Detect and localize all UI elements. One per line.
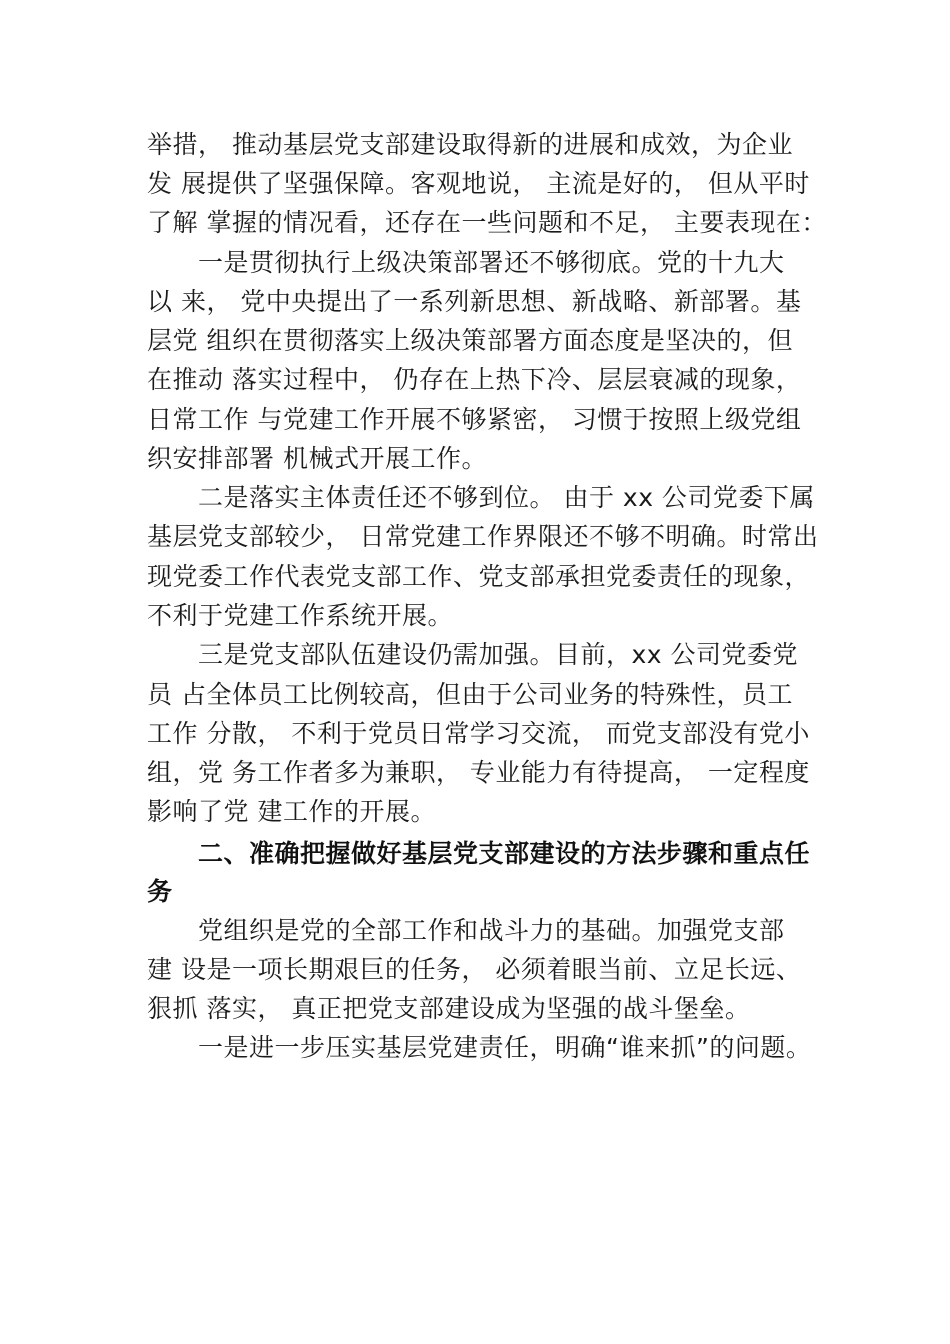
section-heading: 二、准确把握做好基层党支部建设的方法步骤和重点任: [198, 839, 811, 868]
point-one-lead: 一是进一步压实基层党建责任，明确“谁来抓”的问题。: [198, 1033, 812, 1062]
section-heading-continued: 务: [147, 877, 173, 906]
text-line: 工作 分散， 不利于党员日常学习交流， 而党支部没有党小: [147, 719, 810, 748]
text-line: 影响了党 建工作的开展。: [147, 797, 436, 826]
text-line: 以 来， 党中央提出了一系列新思想、新战略、新部署。基: [147, 287, 802, 316]
text-line: 了解 掌握的情况看，还存在一些问题和不足， 主要表现在：: [147, 208, 827, 237]
text-line: 组，党 务工作者多为兼职， 专业能力有待提高， 一定程度: [147, 758, 810, 787]
text-line: 举措， 推动基层党支部建设取得新的进展和成效，为企业: [147, 130, 793, 159]
point-one-lead: 一是贯彻执行上级决策部署还不够彻底。党的十九大: [198, 248, 785, 277]
text-line: 织安排部署 机械式开展工作。: [147, 444, 487, 473]
point-two-lead: 二是落实主体责任还不够到位。 由于 xx 公司党委下属: [198, 483, 815, 512]
text-line: 现党委工作代表党支部工作、党支部承担党委责任的现象，: [147, 562, 811, 591]
text-line: 不利于党建工作系统开展。: [147, 601, 454, 630]
text-line: 狠抓 落实， 真正把党支部建设成为坚强的战斗堡垒。: [147, 994, 751, 1023]
text-line: 建 设是一项长期艰巨的任务， 必须着眼当前、立足长远、: [147, 955, 802, 984]
text-line: 在推动 落实过程中， 仍存在上热下冷、层层衰减的现象，: [147, 365, 802, 394]
text-line: 发 展提供了坚强保障。客观地说， 主流是好的， 但从平时: [147, 169, 810, 198]
text-line: 日常工作 与党建工作开展不够紧密， 习惯于按照上级党组: [147, 405, 802, 434]
point-three-lead: 三是党支部队伍建设仍需加强。目前，xx 公司党委党: [198, 640, 799, 669]
text-line: 层党 组织在贯彻落实上级决策部署方面态度是坚决的，但: [147, 326, 793, 355]
text-line: 员 占全体员工比例较高，但由于公司业务的特殊性，员工: [147, 680, 793, 709]
text-line: 基层党支部较少， 日常党建工作界限还不够不明确。时常出: [147, 522, 819, 551]
text-line: 党组织是党的全部工作和战斗力的基础。加强党支部: [198, 916, 785, 945]
